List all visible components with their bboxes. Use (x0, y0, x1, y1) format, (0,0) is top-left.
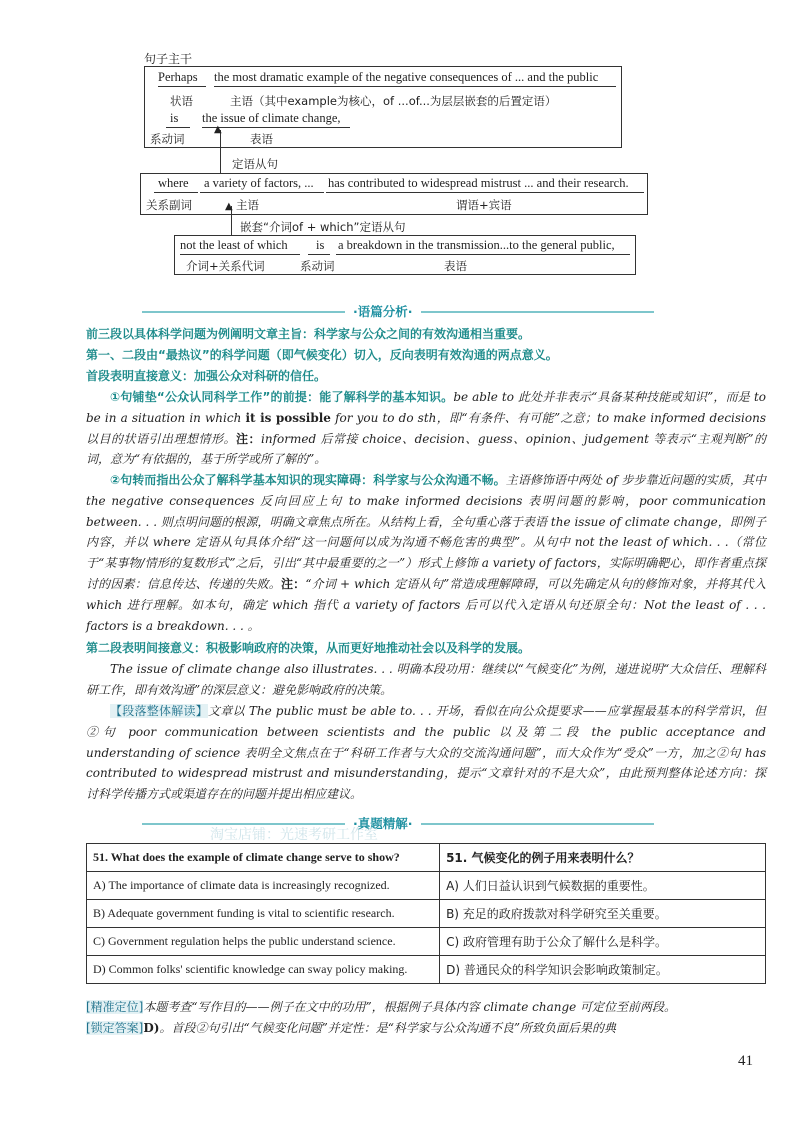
intro-line-2: 第一、二段由“最热议”的科学问题（即气候变化）切入，反向表明有效沟通的两点意义。 (86, 348, 558, 362)
clause3-predicative: a breakdown in the transmission...to the general public, (338, 238, 615, 252)
para1-text-c: it is possible (245, 410, 331, 425)
option-d-en: D) Common folks' scientific knowledge can sway policy making. (87, 956, 440, 984)
clause3-subject: not the least of which (180, 238, 288, 252)
option-c-en: C) Government regulation helps the public understand science. (87, 928, 440, 956)
para2-analysis (86, 470, 766, 636)
para1-text-d: for you to do sth，即“有条件、有可能”之意；to make informed decisions 以目的状语引出理想情形。 (86, 410, 766, 446)
clause2-predicate: has contributed to widespread mistrust ... and their research. (328, 176, 629, 190)
diagram-title: 句子主干 (144, 52, 193, 66)
table-row (87, 900, 766, 928)
page-number: 41 (738, 1053, 753, 1069)
main-subject-note: 主语（其中example为核心，of ...of...为层层嵌套的后置定语） (230, 94, 557, 108)
para1-lead: ①句铺垫“公众认同科学工作”的前提：能了解科学的基本知识。 (110, 390, 454, 404)
main-subject: the most dramatic example of the negative consequences of ... and the public (214, 70, 599, 84)
main-is: is (170, 111, 179, 125)
table-row (87, 956, 766, 984)
para1-heading: 首段表明直接意义：加强公众对科研的信任。 (86, 369, 327, 383)
para1-analysis (86, 387, 766, 470)
questions-heading: ·真题精解· (345, 814, 421, 832)
main-predicative-label: 表语 (250, 132, 273, 146)
option-b-en: B) Adequate government funding is vital to scientific research. (87, 900, 440, 928)
para4-tag: 【段落整体解读】 (110, 704, 209, 718)
para3-heading: 第二段表明间接意义：积极影响政府的决策，从而更好地推动社会以及科学的发展。 (86, 641, 531, 655)
option-b-zh: B) 充足的政府拨款对科学研究至关重要。 (440, 900, 766, 928)
table-row (87, 872, 766, 900)
table-row (87, 844, 766, 872)
nested-clause-label: 嵌套“介词of + which”定语从句 (240, 220, 406, 234)
para4-analysis (86, 701, 766, 805)
para2-lead: ②句转而指出公众了解科学基本知识的现实障碍：科学家与公众沟通不畅。 (110, 473, 506, 487)
clause3-predicative-label: 表语 (444, 259, 467, 273)
locate-tag: [精准定位] (86, 1000, 144, 1014)
arrow-up-icon-2: ▲ (225, 201, 233, 212)
clause2-where-label: 关系副词 (146, 198, 192, 212)
question-en: 51. What does the example of climate change serve to show? (87, 844, 440, 872)
para3-body: The issue of climate change also illustrates. . . 明确本段功用：继续以“气候变化”为例，递进说明“大众信任、理解科研工作，即有效沟通”的深层意义：避免影响政府的决策。 (86, 662, 766, 697)
arrow-up-icon: ▲ (214, 124, 222, 135)
clause2-subject: a variety of factors, ... (204, 176, 314, 190)
question-table (86, 843, 766, 984)
clause2-predicate-label: 谓语+宾语 (456, 198, 512, 212)
answer-tag: [锁定答案] (86, 1021, 144, 1035)
question-zh: 51. 气候变化的例子用来表明什么？ (440, 844, 766, 872)
clause3-linking-label: 系动词 (300, 259, 335, 273)
para2-note-label: 注： (280, 576, 306, 591)
main-perhaps: Perhaps (158, 70, 198, 84)
option-c-zh: C) 政府管理有助于公众了解什么是科学。 (440, 928, 766, 956)
main-adverbial-label: 状语 (170, 94, 193, 108)
main-linking-label: 系动词 (150, 132, 185, 146)
para1-note-label: 注： (236, 431, 261, 446)
main-predicative: the issue of climate change, (202, 111, 341, 125)
answer-line (86, 1018, 766, 1039)
analysis-heading: ·语篇分析· (345, 302, 421, 320)
answer-text: 。首段②句引出“气候变化问题”并定性：是“科学家与公众沟通不良”所致负面后果的典 (159, 1021, 617, 1035)
para2-text-b: 主语修饰语中两处 of 步步靠近问题的实质，其中 the negative consequences 反向回应上句 to make informed decisions 表明问题的影响，poor communication between. . . 则点明问题的根源，明确文章焦点所在。从结构上看，全句重心落于表语 the issue of climate change，即例子内容，并以 where 定语从句具体介绍“这一问题何以成为沟通不畅危害的典型”。从句中 not the least of which. . .（常位于“某事物/情形的复数形式”之后，引出“其中最重要的之一”）形式上修饰 a variety of factors，实际明确靶心，即作者重点探讨的因素：信息传达、传递的失败。 (86, 473, 766, 591)
para1-text-b: be able to 此处并非表示“具备某种技能或知识”，而是 to be in a situation in which (86, 390, 766, 425)
clause2-where: where (158, 176, 189, 190)
para2-text-c: “介词 + which 定语从句”常造成理解障碍，可以先确定从句的修饰对象，并将其代入 which 进行理解。如本句，确定 which 指代 a variety of factors 后可以代入定语从句还原全句：Not the least of . . . factors is a breakdown. . . 。 (86, 576, 766, 633)
locate-line (86, 997, 766, 1018)
option-a-zh: A) 人们日益认识到气候数据的重要性。 (440, 872, 766, 900)
clause2-subject-label: 主语 (236, 198, 259, 212)
para1-text-e: informed 后常接 choice、decision、guess、opinion、judgement 等表示“主观判断”的词，意为“有依据的，基于所学或所了解的”。 (86, 431, 766, 467)
locate-text: 本题考查“写作目的——例子在文中的功用”，根据例子具体内容 climate change 可定位至前两段。 (143, 1000, 677, 1014)
table-row (87, 928, 766, 956)
watermark: 淘宝店铺：光速考研工作室 (210, 827, 378, 843)
clause3-subject-label: 介词+关系代词 (186, 259, 265, 273)
clause3-is: is (316, 238, 325, 252)
answer-letter: D) (143, 1021, 160, 1035)
option-a-en: A) The importance of climate data is increasingly recognized. (87, 872, 440, 900)
option-d-zh: D) 普通民众的科学知识会影响政策制定。 (440, 956, 766, 984)
para4-body: 文章以 The public must be able to. . . 开场，看似在向公众提要求——应掌握最基本的科学常识，但②句 poor communication between scientists and the public 以及第二段 the public acceptance and understanding of science 表明全文焦点在于“科研工作者与大众的交流沟通问题”，而大众作为“受众”一方，加之②句 has contributed to widespread mistrust and misunderstanding，提示“文章针对的不是大众”，由此预判整体论述方向：探讨科学传播方式或渠道存在的问题并提出相应建议。 (86, 704, 766, 802)
intro-line-1: 前三段以具体科学问题为例阐明文章主旨：科学家与公众之间的有效沟通相当重要。 (86, 327, 531, 341)
attr-clause-label: 定语从句 (232, 157, 278, 171)
